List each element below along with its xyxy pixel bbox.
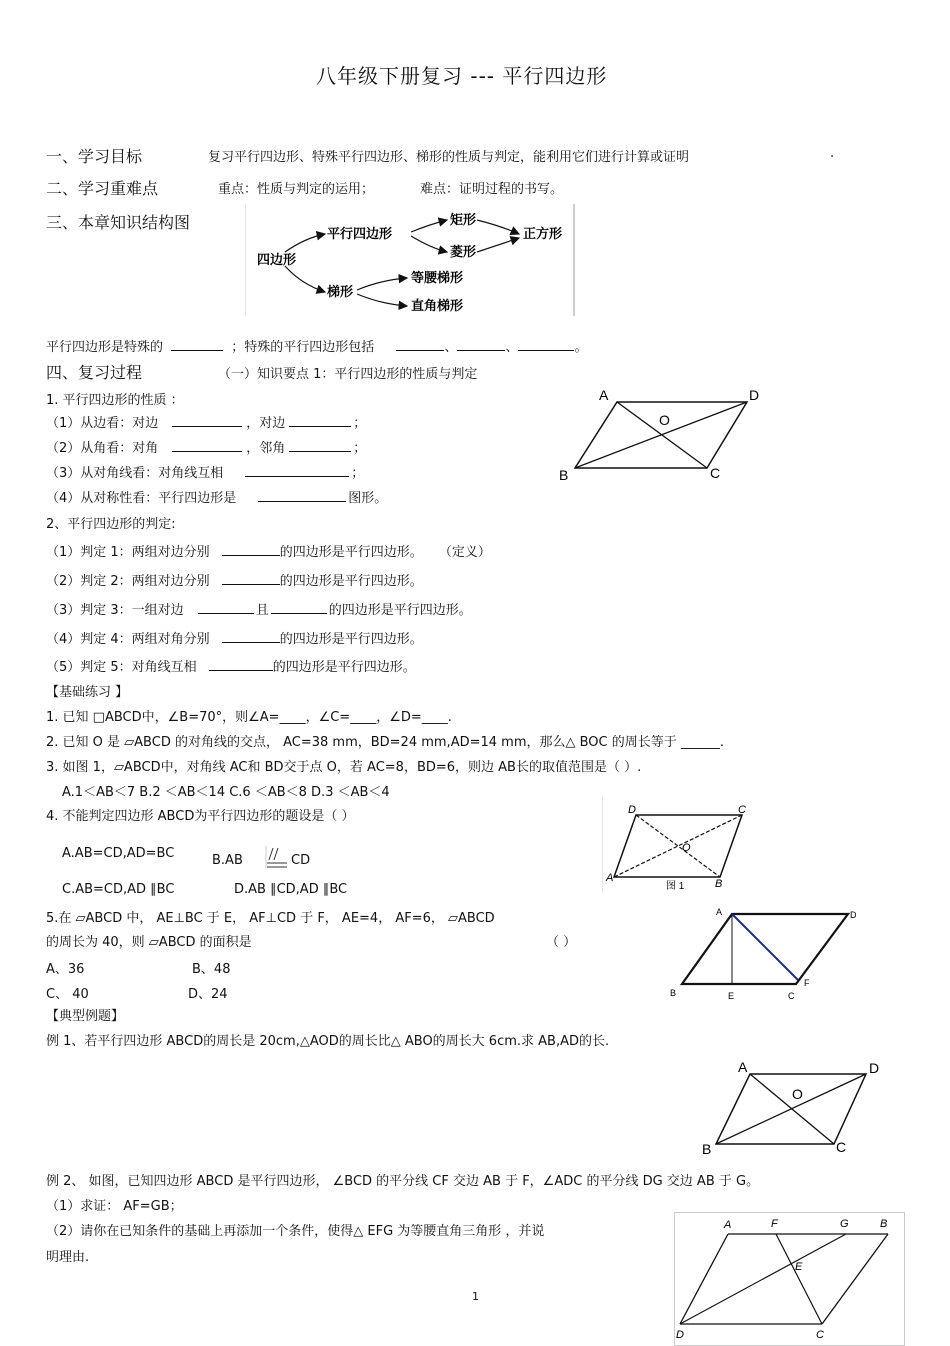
node-parallelogram: 平行四边形 [327, 226, 393, 241]
property-sides: （1）从边看：对边 ，对边 ； [46, 412, 366, 431]
label-o: O [682, 842, 691, 854]
label-d: D [676, 1329, 684, 1341]
answer-blank[interactable] [518, 337, 574, 351]
question-5-line-1: 5.在 ▱ABCD 中， AE⊥BC 于 E， AF⊥CD 于 F， AE=4， AF=6， ▱ABCD [46, 911, 495, 926]
section-goal-end: . [830, 146, 835, 161]
answer-blank[interactable] [289, 438, 351, 452]
judgement-title: 2、平行四边形的判定: [46, 517, 176, 532]
label-o: O [659, 412, 670, 428]
label-a: A [738, 1059, 748, 1075]
example-2: 例 2、 如图，已知四边形 ABCD 是平行四边形， ∠BCD 的平分线 CF 交边 AB 于 F，∠ADC 的平分线 DG 交边 AB 于 G。 [46, 1174, 760, 1189]
section-goal-text: 复习平行四边形、特殊平行四边形、梯形的性质与判定，能利用它们进行计算或证明 [208, 150, 690, 165]
example-2-part-1: （1）求证： AF=GB； [46, 1199, 183, 1214]
label-a: A [606, 872, 614, 884]
section-key-heading: 二、学习重难点 [46, 179, 159, 198]
judgement-2: （2）判定 2：两组对边分别 的四边形是平行四边形。 [46, 570, 423, 589]
label-b: B [702, 1141, 712, 1157]
example-1: 例 1、若平行四边形 ABCD的周长是 20cm,△AOD的周长比△ ABO的周长大 6cm.求 AB,AD的长. [46, 1034, 610, 1049]
judgement-1: （1）判定 1：两组对边分别 的四边形是平行四边形。 （定义） [46, 541, 491, 560]
label-b: B [715, 878, 723, 890]
knowledge-structure-diagram [245, 204, 575, 316]
node-quadrilateral: 四边形 [257, 252, 297, 267]
label-c: C [836, 1139, 847, 1155]
label-a: A [716, 907, 723, 917]
answer-blank[interactable] [222, 629, 280, 643]
question-5-option-d: D、24 [188, 987, 228, 1002]
label-o: O [792, 1086, 803, 1102]
example-2-part-2-line-1: （2）请你在已知条件的基础上再添加一个条件，使得△ EFG 为等腰直角三角形 ，并说 [46, 1224, 545, 1239]
judgement-5: （5）判定 5：对角线互相 的四边形是平行四边形。 [46, 656, 416, 675]
question-4: 4. 不能判定四边形 ABCD为平行四边形的题设是（ ） [46, 809, 355, 824]
label-b: B [559, 467, 569, 483]
question-3-options: A.1＜AB＜7 B.2 ＜AB＜14 C.6 ＜AB＜8 D.3 ＜AB＜4 [62, 785, 390, 800]
label-c: C [816, 1329, 824, 1341]
properties-title: 1. 平行四边形的性质 ： [46, 393, 184, 408]
answer-blank[interactable] [258, 488, 346, 502]
label-c: C [710, 465, 721, 481]
answer-blank[interactable] [245, 463, 349, 477]
judgement-4: （4）判定 4：两组对角分别 的四边形是平行四边形。 [46, 628, 423, 647]
example-2-figure [674, 1212, 906, 1346]
question-5-option-c: C、 40 [46, 987, 89, 1002]
section-structure-heading: 三、本章知识结构图 [46, 213, 191, 232]
property-diagonals: （3）从对角线看：对角线互相 ； [46, 462, 364, 481]
question-4-option-c: C.AB=CD,AD ∥BC [62, 882, 175, 897]
node-rectangle: 矩形 [450, 212, 477, 227]
answer-blank[interactable] [457, 337, 505, 351]
answer-blank[interactable] [289, 413, 351, 427]
label-f: F [804, 978, 810, 988]
label-c: C [788, 991, 795, 1001]
question-5-figure [664, 904, 864, 1004]
answer-blank[interactable] [209, 657, 273, 671]
question-1: 1. 已知 □ABCD中，∠B=70°，则∠A=____，∠C=____，∠D=____. [46, 710, 452, 725]
node-rhombus: 菱形 [450, 244, 477, 259]
knowledge-point-1: （一）知识要点 1：平行四边形的性质与判定 [218, 367, 478, 382]
figure-1-parallelogram [602, 797, 750, 893]
question-3: 3. 如图 1，▱ABCD中，对角线 AC和 BD交于点 O，若 AC=8，BD=6，则边 AB长的取值范围是（ ）. [46, 760, 642, 775]
node-trapezoid: 梯形 [327, 284, 354, 299]
label-c: C [738, 804, 746, 816]
label-f: F [771, 1218, 778, 1230]
question-5-line-2: 的周长为 40，则 ▱ABCD 的面积是 [46, 935, 252, 950]
label-b: B [670, 988, 677, 998]
question-5-option-a: A、36 [46, 962, 85, 977]
label-d: D [850, 910, 857, 920]
answer-blank[interactable] [172, 438, 242, 452]
page-number: 1 [472, 1290, 479, 1303]
question-4-option-a: A.AB=CD,AD=BC [62, 846, 175, 861]
label-d: D [869, 1060, 880, 1076]
page-title: 八年级下册复习 --- 平行四边形 [316, 64, 608, 88]
answer-blank[interactable] [171, 337, 223, 351]
question-4-option-b: B.AB CD [212, 846, 310, 870]
question-5-paren: （ ） [546, 935, 577, 950]
label-b: B [880, 1218, 888, 1230]
question-5-option-b: B、48 [192, 962, 231, 977]
question-2: 2. 已知 O 是 ▱ABCD 的对角线的交点， AC=38 mm，BD=24 mm,AD=14 mm，那么△ BOC 的周长等于 ______. [46, 735, 725, 750]
answer-blank[interactable] [271, 600, 327, 614]
label-d: D [749, 387, 760, 403]
node-isosceles-trapezoid: 等腰梯形 [411, 270, 464, 285]
example-1-figure [698, 1058, 890, 1158]
node-square: 正方形 [523, 226, 563, 241]
key-point: 重点：性质与判定的运用； [218, 182, 375, 197]
property-symmetry: （4）从对称性看：平行四边形是 图形。 [46, 487, 387, 506]
question-4-option-d: D.AB ∥CD,AD ∥BC [234, 882, 348, 897]
node-right-trapezoid: 直角梯形 [411, 298, 464, 313]
property-angles: （2）从角看：对角 ，邻角 ； [46, 437, 366, 456]
parallel-equal-symbol-icon [265, 846, 291, 870]
label-a: A [599, 387, 609, 403]
label-e: E [728, 991, 735, 1001]
parallelogram-figure-abcd [555, 384, 765, 484]
example-2-part-2-line-2: 明理由. [46, 1250, 90, 1265]
answer-blank[interactable] [172, 413, 242, 427]
section-review-heading: 四、复习过程 [46, 363, 143, 382]
answer-blank[interactable] [222, 571, 280, 585]
special-parallelogram-line: 平行四边形是特殊的 ；特殊的平行四边形包括 、 、 。 [46, 336, 588, 355]
label-d: D [628, 804, 636, 816]
examples-title: 【典型例题】 [46, 1009, 125, 1024]
label-g: G [840, 1218, 849, 1230]
figure-1-caption: 图 1 [666, 881, 685, 892]
answer-blank[interactable] [396, 337, 444, 351]
difficult-point: 难点：证明过程的书写。 [420, 182, 564, 197]
section-goal-heading: 一、学习目标 [46, 147, 143, 166]
judgement-3: （3）判定 3：一组对边 且 的四边形是平行四边形。 [46, 599, 472, 618]
label-e: E [795, 1261, 803, 1273]
answer-blank[interactable] [222, 542, 280, 556]
label-a: A [724, 1219, 732, 1231]
basic-practice-title: 【基础练习 】 [46, 685, 129, 700]
answer-blank[interactable] [198, 600, 254, 614]
